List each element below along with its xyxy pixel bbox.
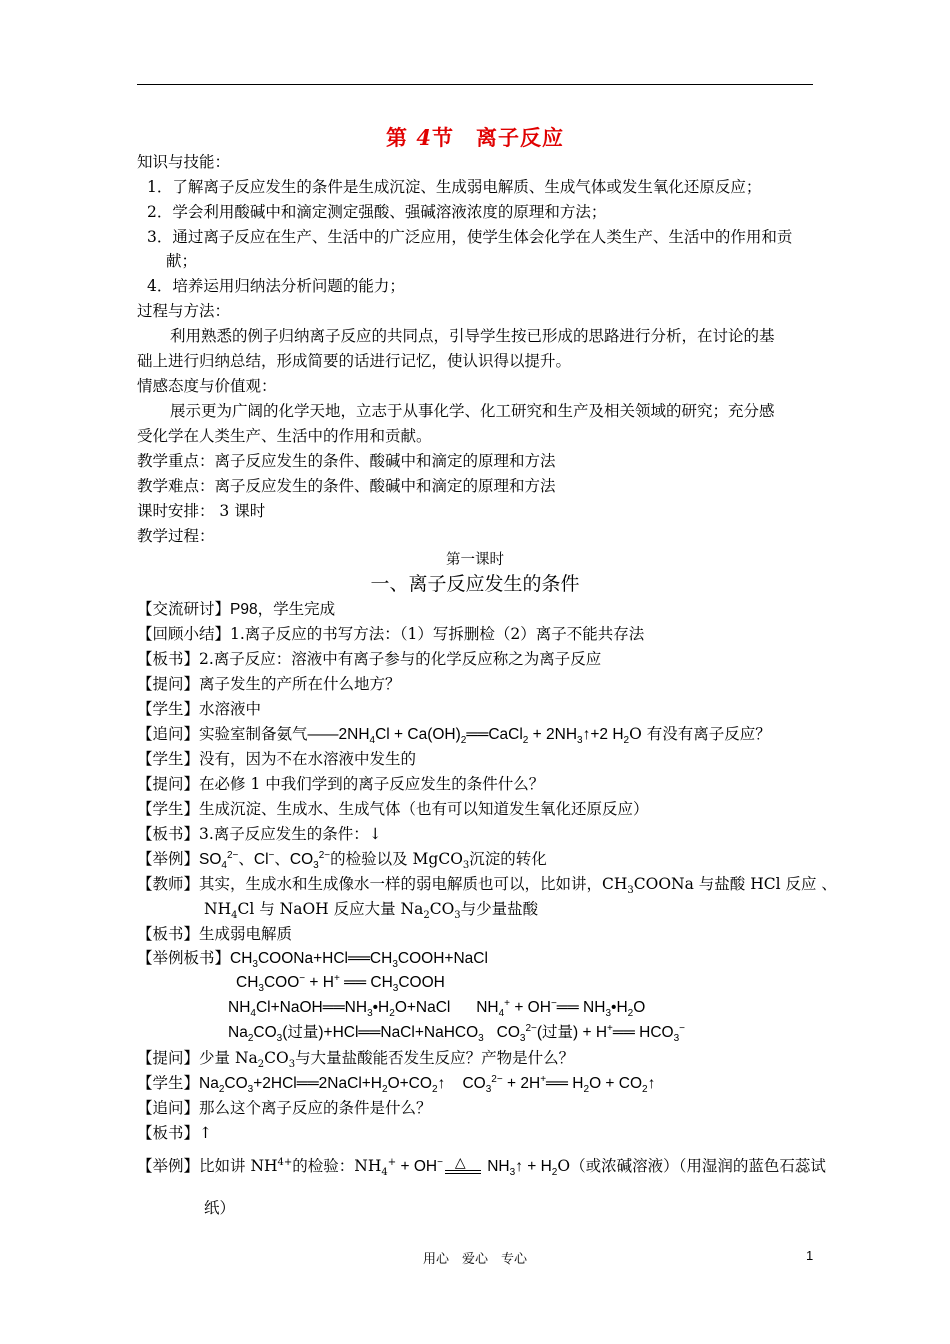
dialogue-line: 【举例板书】$CH_3COONa+HCl══CH_3COOH+NaCl$ xyxy=(137,949,488,971)
dialogue-line: $NH_4Cl$ 与 NaOH 反应大量 $Na_2CO_3$与少量盐酸 xyxy=(204,900,539,922)
dialogue-line: 纸） xyxy=(204,1199,236,1217)
dialogue-line: 【交流研讨】P98，学生完成 xyxy=(137,600,336,618)
knowledge-item: 4．培养运用归纳法分析问题的能力； xyxy=(147,277,405,295)
section-heading: 一、离子反应发生的条件 xyxy=(370,573,580,595)
key-point: 教学重点：离子反应发生的条件、酸碱中和滴定的原理和方法 xyxy=(137,452,556,470)
dialogue-line: 【板书】↑ xyxy=(137,1124,213,1142)
process-text: 础上进行归纳总结，形成简要的话进行记忆，使认识得以提升。 xyxy=(137,352,572,370)
dialogue-line: 【学生】生成沉淀、生成水、生成气体（也有可以知道发生氧化还原反应） xyxy=(137,800,649,818)
dialogue-line: 【追问】实验室制备氨气$——2NH_4Cl$ + $Ca(OH)_2══CaCl_2$ + $2NH_3↑+2$ $H_2O$ 有没有离子反应？ xyxy=(137,725,771,747)
dialogue-line: 【学生】$Na_2CO_3+2HCl══2NaCl+H_2O+CO_2↑$ $CO_3^{2-}$ + 2H+══ $H_2O$ + $CO_2↑$ xyxy=(137,1073,656,1096)
knowledge-item: 献； xyxy=(166,252,198,270)
equation-line: $Na_2CO_3$(过量)+HCl══NaCl+NaHCO$_3$ $CO_3^{2-}$(过量) + H+══ $HCO_3^-$ xyxy=(228,1022,685,1045)
heating-equals-sign xyxy=(443,1155,483,1177)
schedule: 课时安排： 3 课时 xyxy=(137,502,266,520)
dialogue-line: 【板书】2.离子反应：溶液中有离子参与的化学反应称之为离子反应 xyxy=(137,650,602,668)
dialogue-line: 【板书】3.离子反应发生的条件：↓ xyxy=(137,825,382,843)
difficult-point: 教学难点：离子反应发生的条件、酸碱中和滴定的原理和方法 xyxy=(137,477,556,495)
process-heading: 过程与方法： xyxy=(137,302,231,320)
emotion-text: 展示更为广阔的化学天地，立志于从事化学、化工研究和生产及相关领域的研究；充分感 xyxy=(170,402,775,420)
page-number: 1 xyxy=(806,1248,814,1263)
equation-line: $NH_4Cl+NaOH══NH_3•H_2O+NaCl$ $NH_4^+$ + OH−══ $NH_3•H_2O$ xyxy=(228,997,646,1020)
heat-triangle-icon: △ xyxy=(454,1155,466,1171)
dialogue-line: 【提问】在必修 1 中我们学到的离子反应发生的条件什么？ xyxy=(137,775,545,793)
knowledge-item: 2．学会利用酸碱中和滴定测定强酸、强碱溶液浓度的原理和方法； xyxy=(147,203,607,221)
emotion-heading: 情感态度与价值观： xyxy=(137,377,277,395)
process-label: 教学过程： xyxy=(137,527,215,545)
dialogue-line: 【举例】比如讲 $NH^{4+}$的检验：$NH_4^+ + OH^-$ △ $NH_3↑ + H_2O$（或浓碱溶液）（用湿润的蓝色石蕊试 xyxy=(137,1155,826,1178)
dialogue-line: 【提问】少量 $Na_2CO_3$与大量盐酸能否发生反应？产物是什么？ xyxy=(137,1049,575,1071)
dialogue-line: 【教师】其实，生成水和生成像水一样的弱电解质也可以，比如讲，$CH_3COONa$ 与盐酸 HCl 反应 、 xyxy=(137,875,837,897)
page-title: 第 4节 离子反应 xyxy=(386,125,564,150)
dialogue-line: 【追问】那么这个离子反应的条件是什么？ xyxy=(137,1099,432,1117)
emotion-text: 受化学在人类生产、生活中的作用和贡献。 xyxy=(137,427,432,445)
page-footer: 用心 爱心 专心 xyxy=(422,1252,527,1267)
equation-line: $CH_3COO^- + H^+$ ══ $CH_3COOH$ xyxy=(236,972,445,995)
lesson-label: 第一课时 xyxy=(446,552,504,568)
dialogue-line: 【板书】生成弱电解质 xyxy=(137,925,293,943)
knowledge-item: 1．了解离子反应发生的条件是生成沉淀、生成弱电解质、生成气体或发生氧化还原反应； xyxy=(147,178,762,196)
knowledge-heading: 知识与技能： xyxy=(137,153,231,171)
dialogue-line: 【学生】水溶液中 xyxy=(137,700,262,718)
dialogue-line: 【提问】离子发生的产所在什么地方？ xyxy=(137,675,401,693)
dialogue-line: 【回顾小结】1.离子反应的书写方法：（1）写拆删检（2）离子不能共存法 xyxy=(137,625,645,643)
dialogue-line: 【举例】$SO_4^{2-}$、Cl−、$CO_3^{2-}$的检验以及 MgCO$_3$沉淀的转化 xyxy=(137,849,547,872)
header-rule xyxy=(137,84,813,85)
process-text: 利用熟悉的例子归纳离子反应的共同点，引导学生按已形成的思路进行分析，在讨论的基 xyxy=(170,327,775,345)
knowledge-item: 3．通过离子反应在生产、生活中的广泛应用，使学生体会化学在人类生产、生活中的作用和贡 xyxy=(147,228,793,246)
dialogue-line: 【学生】没有，因为不在水溶液中发生的 xyxy=(137,750,417,768)
